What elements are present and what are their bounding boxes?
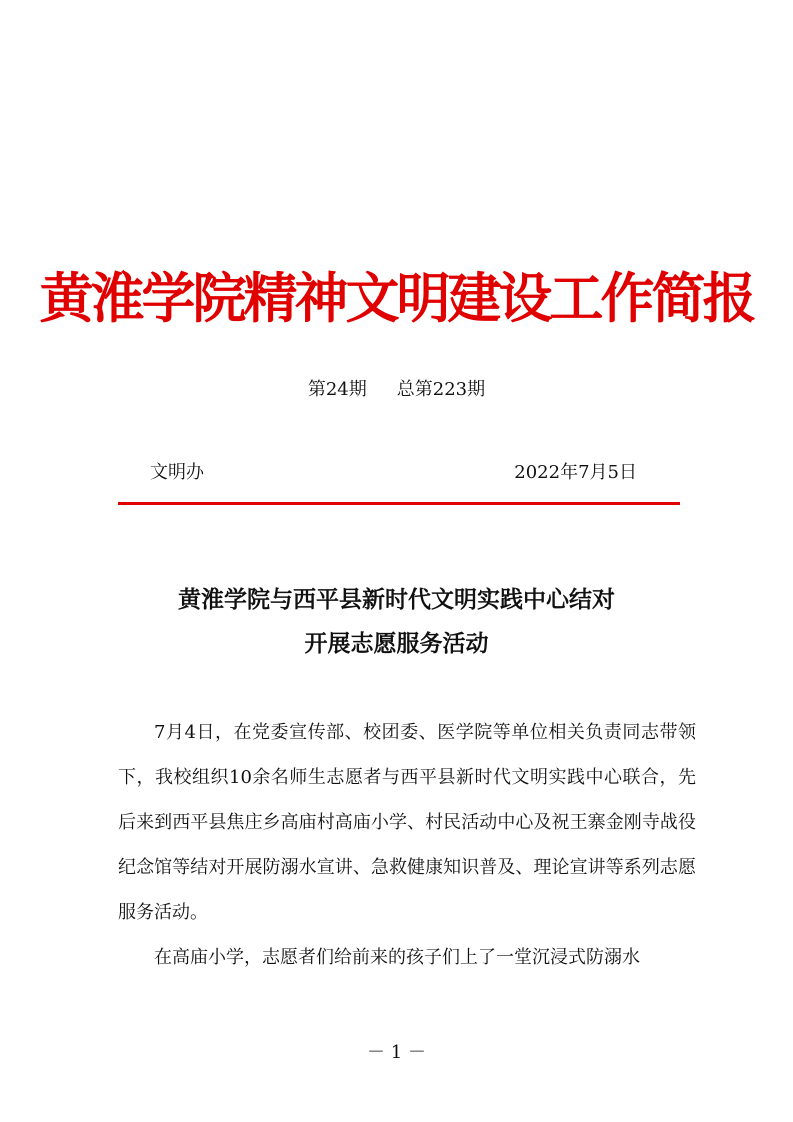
total-issue-number: 总第223期	[396, 379, 486, 400]
issue-date: 2022年7月5日	[514, 462, 637, 483]
article-title-line-2: 开展志愿服务活动	[304, 630, 489, 657]
page-number: － 1 －	[367, 1042, 426, 1063]
article-title	[0, 578, 793, 666]
article-body	[118, 710, 696, 980]
article-title-line-1: 黄淮学院与西平县新时代文明实践中心结对	[178, 586, 615, 613]
article-paragraph: 在高庙小学，志愿者们给前来的孩子们上了一堂沉浸式防溺水	[154, 947, 640, 968]
issue-number: 第24期	[307, 379, 367, 400]
issue-line	[0, 375, 793, 405]
article-paragraph: 7月4日，在党委宣传部、校团委、医学院等单位相关负责同志带领下，我校组织10余名师生志愿者与西平县新时代文明实践中心联合，先后来到西平县焦庄乡高庙村高庙小学、村民活动中心及祝王寨金刚寺战役纪念馆等结对开展防溺水宣讲、急救健康知识普及、理论宣讲等系列志愿服务活动。	[118, 722, 696, 923]
issuing-office: 文明办	[150, 462, 204, 483]
red-divider-rule	[118, 502, 680, 505]
bulletin-masthead: 黄淮学院精神文明建设工作简报	[39, 266, 754, 330]
